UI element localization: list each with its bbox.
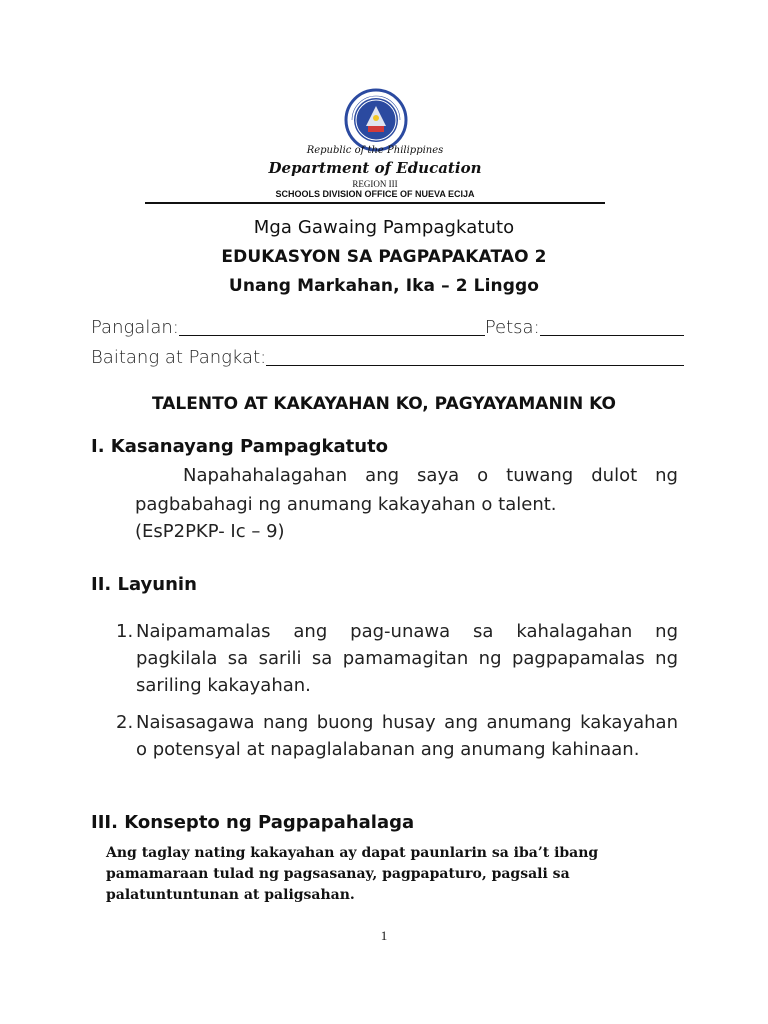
skills-paragraph: Napahahalagahan ang saya o tuwang dulot ng pagbabahagi ng anumang kakayahan o talent. [135, 465, 678, 515]
subject-title: EDUKASYON SA PAGPAPAKATAO 2 [221, 247, 547, 267]
competency-code: (EsP2PKP- Ic – 9) [135, 521, 285, 542]
list-number: 1. [116, 621, 134, 642]
letterhead [145, 88, 605, 204]
list-text: Naipamamalas ang pag-unawa sa kahalagahan ng pagkilala sa sarili sa pamamagitan ng pagpapamalas ng sariling kakayahan. [136, 621, 678, 696]
list-number: 2. [116, 712, 134, 733]
worksheet-title: Mga Gawaing Pampagkatuto [253, 217, 515, 238]
quarter-week-title: Unang Markahan, Ika – 2 Linggo [228, 276, 540, 296]
date-label: Petsa: [484, 317, 540, 338]
republic-text: Republic of the Philippines [306, 145, 444, 156]
letterhead-rule [145, 202, 605, 204]
page-number: 1 [380, 928, 388, 943]
grade-section-row [91, 344, 684, 368]
section-heading-skills: I. Kasanayang Pampagkatuto [91, 436, 389, 457]
lesson-title: TALENTO AT KAKAYAHAN KO, PAGYAYAMANIN KO [151, 394, 616, 414]
grade-label: Baitang at Pangkat: [91, 347, 267, 368]
region-text: REGION III [352, 179, 398, 189]
name-date-row [91, 314, 684, 338]
section-heading-concept: III. Konsepto ng Pagpapahalaga [91, 812, 415, 833]
section-heading-objectives: II. Layunin [91, 574, 197, 595]
date-field[interactable] [540, 317, 684, 336]
deped-seal-icon [344, 88, 408, 152]
name-field[interactable] [179, 317, 485, 336]
name-label: Pangalan: [91, 317, 179, 338]
division-text: SCHOOLS DIVISION OFFICE OF NUEVA ECIJA [275, 189, 475, 199]
concept-paragraph: Ang taglay nating kakayahan ay dapat paunlarin sa iba’t ibang pamamaraan tulad ng pagsasanay, pagpapaturo, pagsali sa palatuntuntunan at paligsahan. [106, 845, 599, 903]
department-text: Department of Education [268, 159, 482, 177]
list-text: Naisasagawa nang buong husay ang anumang kakayahan o potensyal at napaglalabanan ang anumang kahinaan. [136, 712, 678, 760]
grade-field[interactable] [266, 347, 684, 366]
